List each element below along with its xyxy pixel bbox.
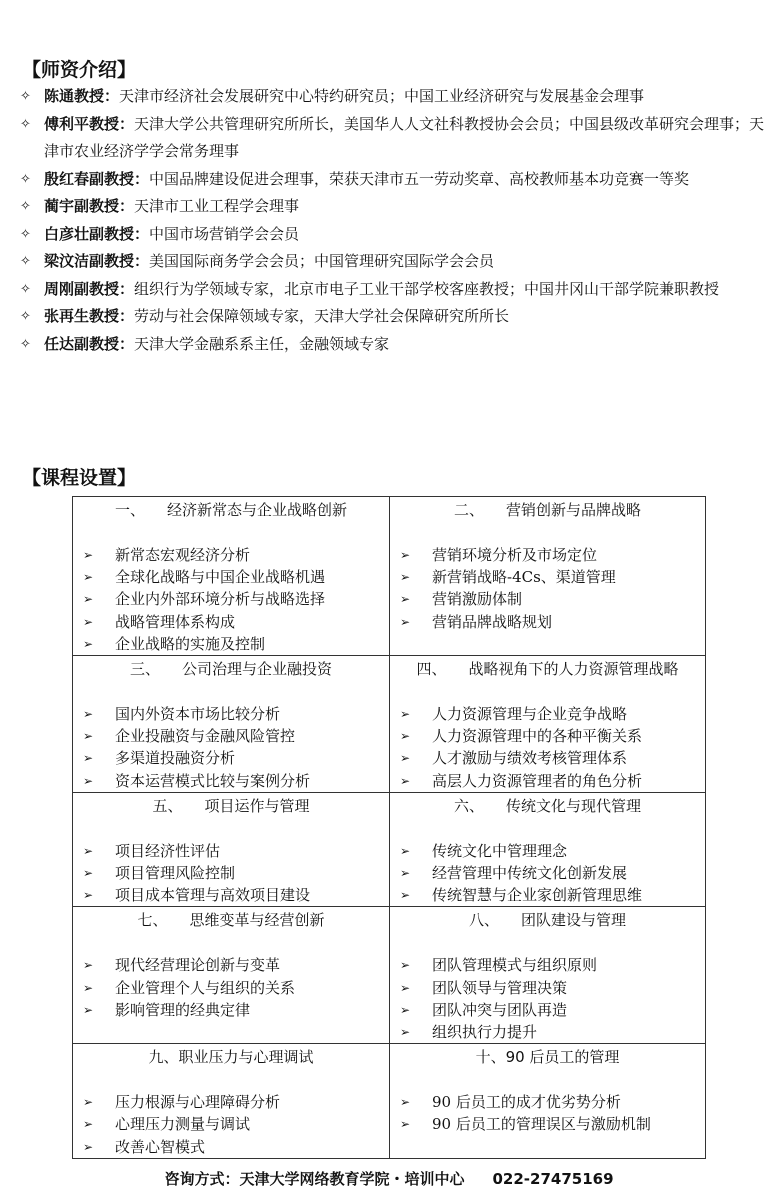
course-item <box>400 588 705 610</box>
teachers-section-title: 【师资介绍】 <box>22 59 137 81</box>
diamond-icon: ✧ <box>20 281 31 297</box>
arrow-bullet-icon: ➢ <box>83 888 94 903</box>
arrow-bullet-icon: ➢ <box>83 570 94 585</box>
course-item <box>83 703 389 725</box>
course-cell-4 <box>390 656 706 793</box>
course-item-text: 团队冲突与团队再造 <box>432 1000 568 1019</box>
course-module-name: 经济新常态与企业战略创新 <box>167 501 348 519</box>
teacher-item <box>20 303 768 331</box>
course-cell-2 <box>390 497 706 656</box>
course-item <box>400 566 705 588</box>
diamond-icon: ✧ <box>20 171 31 187</box>
course-module-title <box>390 656 705 679</box>
course-item <box>400 999 705 1021</box>
arrow-bullet-icon: ➢ <box>83 843 94 858</box>
teacher-item <box>20 111 768 166</box>
course-module-title <box>73 497 389 520</box>
course-module-number: 三、 <box>129 660 160 679</box>
course-item <box>83 1091 389 1113</box>
arrow-bullet-icon: ➢ <box>400 1117 411 1132</box>
teacher-item <box>20 221 768 249</box>
course-item <box>83 611 389 633</box>
teacher-item <box>20 248 768 276</box>
arrow-bullet-icon: ➢ <box>83 729 94 744</box>
course-item <box>400 544 705 566</box>
course-item-text: 营销激励体制 <box>432 590 523 609</box>
teacher-description: 天津市经济社会发展研究中心特约研究员；中国工业经济研究与发展基金会理事 <box>119 87 645 105</box>
arrow-bullet-icon: ➢ <box>400 980 411 995</box>
course-item-text: 现代经营理论创新与变革 <box>115 956 281 975</box>
course-module-number: 二、 <box>453 501 484 519</box>
course-item-text: 企业投融资与金融风险管控 <box>115 727 296 746</box>
teacher-name: 傅利平教授： <box>44 114 135 133</box>
course-item-text: 团队领导与管理决策 <box>432 978 568 997</box>
contact-phone: 022-27475169 <box>492 1170 614 1188</box>
teacher-item <box>20 193 768 221</box>
teacher-description: 中国品牌建设促进会理事，荣获天津市五一劳动奖章、高校教师基本功竞赛一等奖 <box>149 169 690 188</box>
course-item <box>83 862 389 884</box>
course-item-list <box>390 930 705 1043</box>
arrow-bullet-icon: ➢ <box>83 592 94 607</box>
course-item-text: 营销环境分析及市场定位 <box>432 546 598 564</box>
arrow-bullet-icon: ➢ <box>83 866 94 881</box>
course-item <box>400 725 705 747</box>
teacher-name: 梁汶洁副教授： <box>44 252 150 270</box>
arrow-bullet-icon: ➢ <box>400 592 411 607</box>
arrow-bullet-icon: ➢ <box>400 751 411 766</box>
course-item-text: 人才激励与绩效考核管理体系 <box>432 749 628 768</box>
course-cell-10 <box>390 1044 706 1159</box>
teacher-name: 白彦壮副教授： <box>44 224 150 243</box>
arrow-bullet-icon: ➢ <box>400 1025 411 1040</box>
arrow-bullet-icon: ➢ <box>83 1002 94 1017</box>
teacher-item <box>20 166 768 194</box>
course-item <box>83 977 389 999</box>
diamond-icon: ✧ <box>20 116 31 132</box>
course-item-text: 团队管理模式与组织原则 <box>432 956 598 975</box>
arrow-bullet-icon: ➢ <box>83 636 94 651</box>
course-item-text: 心理压力测量与调试 <box>115 1115 251 1134</box>
course-cell-8 <box>390 907 706 1044</box>
teacher-name: 陈通教授： <box>44 87 120 105</box>
arrow-bullet-icon: ➢ <box>83 980 94 995</box>
teacher-description: 天津大学金融系系主任，金融领域专家 <box>134 334 390 353</box>
teacher-description: 劳动与社会保障领域专家，天津大学社会保障研究所所长 <box>134 307 510 325</box>
teacher-item <box>20 331 768 359</box>
course-item <box>400 1113 705 1135</box>
course-item-list <box>73 816 389 907</box>
arrow-bullet-icon: ➢ <box>400 1095 411 1110</box>
course-item-text: 传统智慧与企业家创新管理思维 <box>432 886 643 905</box>
course-item <box>83 747 389 769</box>
teacher-item <box>20 276 768 304</box>
course-item-text: 人力资源管理中的各种平衡关系 <box>432 727 643 746</box>
arrow-bullet-icon: ➢ <box>83 773 94 788</box>
course-module-name: 公司治理与企业融投资 <box>182 660 333 679</box>
course-module-name: 项目运作与管理 <box>204 796 310 815</box>
teacher-description: 天津市工业工程学会理事 <box>134 197 300 215</box>
course-item-text: 新常态宏观经济分析 <box>115 546 251 564</box>
course-item <box>83 566 389 588</box>
course-item <box>83 588 389 610</box>
teacher-description: 组织行为学领域专家，北京市电子工业干部学校客座教授；中国井冈山干部学院兼职教授 <box>134 279 720 298</box>
course-item-text: 全球化战略与中国企业战略机遇 <box>115 568 326 587</box>
course-item-text: 企业战略的实施及控制 <box>115 634 266 653</box>
arrow-bullet-icon: ➢ <box>400 1002 411 1017</box>
course-item-text: 企业内外部环境分析与战略选择 <box>115 590 326 609</box>
diamond-icon: ✧ <box>20 309 31 324</box>
course-module-number: 六、 <box>453 796 484 815</box>
course-module-number: 五、 <box>152 796 183 815</box>
course-item-text: 营销品牌战略规划 <box>432 612 553 631</box>
arrow-bullet-icon: ➢ <box>400 843 411 858</box>
course-item-text: 战略管理体系构成 <box>115 612 236 631</box>
course-module-number: 一、 <box>114 501 145 519</box>
course-item <box>400 770 705 792</box>
course-module-name: 十、90 后员工的管理 <box>475 1048 620 1067</box>
arrow-bullet-icon: ➢ <box>83 1117 94 1132</box>
course-item <box>83 544 389 566</box>
course-item-list <box>390 816 705 907</box>
course-module-title <box>73 1044 389 1067</box>
course-item-text: 资本运营模式比较与案例分析 <box>115 771 311 790</box>
course-item-list <box>390 520 705 633</box>
arrow-bullet-icon: ➢ <box>400 888 411 903</box>
arrow-bullet-icon: ➢ <box>400 729 411 744</box>
course-item-text: 项目管理风险控制 <box>115 864 236 883</box>
course-cell-5 <box>73 792 390 907</box>
course-cell-9 <box>73 1044 390 1159</box>
course-cell-6 <box>390 792 706 907</box>
course-item <box>83 1136 389 1158</box>
course-item-list <box>390 1067 705 1135</box>
course-module-title <box>390 497 705 520</box>
course-table <box>72 496 706 1159</box>
course-item <box>400 1021 705 1043</box>
course-item-text: 影响管理的经典定律 <box>115 1000 251 1019</box>
teacher-name: 张再生教授： <box>44 307 135 325</box>
course-module-name: 团队建设与管理 <box>521 911 627 930</box>
course-item-text: 企业管理个人与组织的关系 <box>115 978 296 997</box>
teacher-name: 任达副教授： <box>44 334 135 353</box>
course-module-name: 战略视角下的人力资源管理战略 <box>468 660 679 679</box>
arrow-bullet-icon: ➢ <box>83 1139 94 1154</box>
arrow-bullet-icon: ➢ <box>400 548 411 562</box>
teacher-description: 美国国际商务学会会员；中国管理研究国际学会会员 <box>149 252 495 270</box>
course-item <box>83 1113 389 1135</box>
course-item-list <box>73 1067 389 1158</box>
course-module-title <box>390 1044 705 1067</box>
diamond-icon: ✧ <box>20 254 31 269</box>
course-module-name: 营销创新与品牌战略 <box>506 501 642 519</box>
course-item <box>83 840 389 862</box>
course-module-title <box>73 656 389 679</box>
arrow-bullet-icon: ➢ <box>83 1095 94 1110</box>
course-item <box>400 611 705 633</box>
course-item <box>400 977 705 999</box>
course-item-list <box>73 520 389 655</box>
contact-text: 咨询方式：天津大学网络教育学院・培训中心 <box>164 1170 465 1188</box>
arrow-bullet-icon: ➢ <box>83 751 94 766</box>
teacher-list <box>20 83 768 358</box>
course-module-name: 思维变革与经营创新 <box>189 911 325 930</box>
course-item-list <box>73 679 389 792</box>
arrow-bullet-icon: ➢ <box>400 773 411 788</box>
course-item <box>400 884 705 906</box>
teacher-name: 周刚副教授： <box>44 279 135 298</box>
teacher-description: 中国市场营销学会会员 <box>149 224 300 243</box>
arrow-bullet-icon: ➢ <box>83 614 94 629</box>
course-module-title <box>73 793 389 816</box>
course-item <box>400 1091 705 1113</box>
course-item-text: 项目经济性评估 <box>115 841 221 860</box>
arrow-bullet-icon: ➢ <box>400 707 411 722</box>
course-item-text: 新营销战略-4Cs、渠道管理 <box>432 568 616 587</box>
course-module-name: 传统文化与现代管理 <box>506 796 642 815</box>
course-item-text: 改善心智模式 <box>115 1137 206 1156</box>
course-item-text: 高层人力资源管理者的角色分析 <box>432 771 643 790</box>
course-item <box>83 633 389 655</box>
teacher-item <box>20 83 768 111</box>
diamond-icon: ✧ <box>20 89 31 104</box>
course-item <box>83 954 389 976</box>
course-module-title <box>390 907 705 930</box>
course-item-list <box>73 930 389 1021</box>
course-module-name: 九、职业压力与心理调试 <box>148 1048 314 1067</box>
course-item-text: 项目成本管理与高效项目建设 <box>115 886 311 905</box>
course-module-number: 七、 <box>137 911 168 930</box>
course-module-title <box>73 907 389 930</box>
arrow-bullet-icon: ➢ <box>83 958 94 973</box>
teacher-description: 天津大学公共管理研究所所长，美国华人人文社科教授协会会员；中国县级改革研究会理事；天津市农业经济学学会常务理事 <box>44 114 765 160</box>
course-item <box>400 747 705 769</box>
course-item <box>83 884 389 906</box>
teacher-name: 蔺宇副教授： <box>44 197 135 215</box>
contact-footer <box>0 1168 778 1189</box>
course-item <box>400 703 705 725</box>
arrow-bullet-icon: ➢ <box>400 570 411 585</box>
course-module-number: 四、 <box>416 660 447 679</box>
course-item <box>83 725 389 747</box>
teacher-name: 殷红春副教授： <box>44 169 150 188</box>
course-item <box>83 770 389 792</box>
course-item-text: 传统文化中管理理念 <box>432 841 568 860</box>
course-item-text: 经营管理中传统文化创新发展 <box>432 864 628 883</box>
course-item-text: 人力资源管理与企业竞争战略 <box>432 705 628 724</box>
course-module-title <box>390 793 705 816</box>
course-item-text: 压力根源与心理障碍分析 <box>115 1093 281 1112</box>
arrow-bullet-icon: ➢ <box>400 866 411 881</box>
course-item-text: 多渠道投融资分析 <box>115 749 236 768</box>
course-item <box>400 954 705 976</box>
arrow-bullet-icon: ➢ <box>400 614 411 629</box>
course-module-number: 八、 <box>468 911 499 930</box>
course-item-text: 90 后员工的成才优劣势分析 <box>432 1093 621 1112</box>
course-item-list <box>390 679 705 792</box>
course-cell-3 <box>73 656 390 793</box>
course-item-text: 90 后员工的管理误区与激励机制 <box>432 1115 651 1134</box>
course-item-text: 国内外资本市场比较分析 <box>115 705 281 724</box>
course-cell-7 <box>73 907 390 1044</box>
arrow-bullet-icon: ➢ <box>83 707 94 722</box>
course-item-text: 组织执行力提升 <box>432 1023 538 1042</box>
course-item <box>83 999 389 1021</box>
course-item <box>400 840 705 862</box>
arrow-bullet-icon: ➢ <box>400 958 411 973</box>
courses-section-title: 【课程设置】 <box>22 467 137 489</box>
arrow-bullet-icon: ➢ <box>83 548 94 562</box>
diamond-icon: ✧ <box>20 336 31 352</box>
course-item <box>400 862 705 884</box>
course-cell-1 <box>73 497 390 656</box>
diamond-icon: ✧ <box>20 199 31 214</box>
diamond-icon: ✧ <box>20 226 31 242</box>
